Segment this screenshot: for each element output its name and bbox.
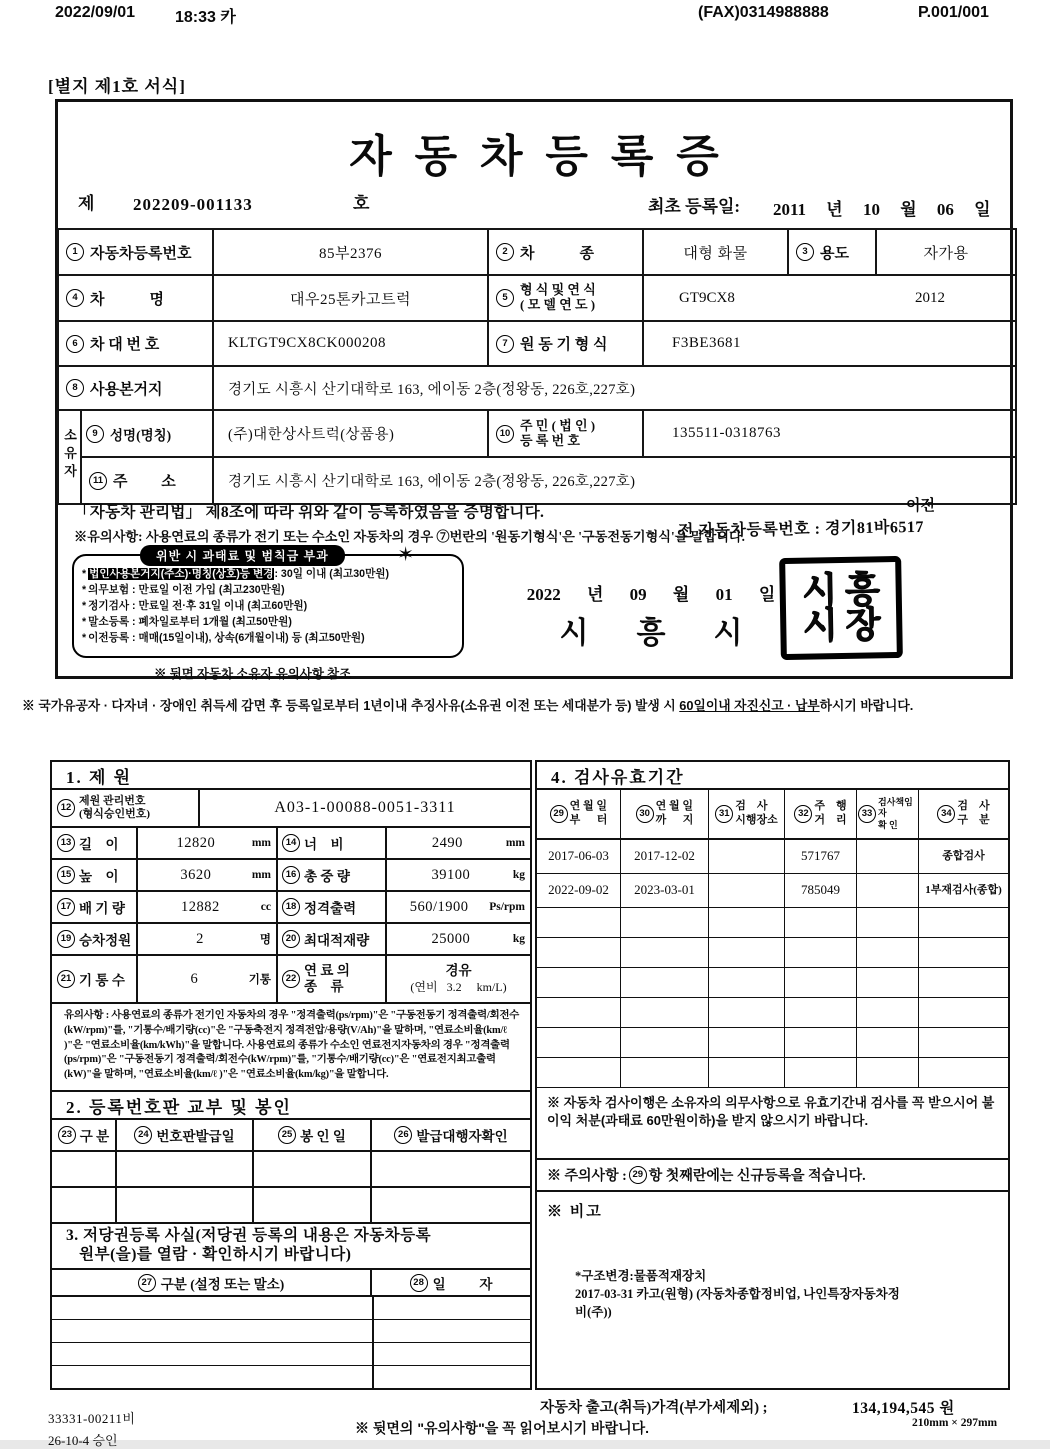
circled-9: 9: [86, 425, 104, 443]
plate-col-type: 23 구 분: [52, 1120, 117, 1150]
plate-empty-row: [52, 1188, 530, 1224]
mortgage-empty-row: [52, 1320, 530, 1343]
back-page-note: ※ 뒷면의 "유의사항"을 꼭 읽어보시기 바랍니다.: [355, 1420, 650, 1436]
circled-29-inline: 29: [629, 1166, 647, 1184]
circled-23: 23: [58, 1126, 76, 1144]
field-model-year-label: 5 형 식 및 연 식 ( 모 델 연 도 ): [488, 275, 643, 321]
circled-19: 19: [57, 930, 75, 948]
mortgage-empty-row: [52, 1343, 530, 1366]
remarks-section: [537, 1192, 1008, 1321]
seal-text-row: 시장: [802, 604, 889, 646]
spec-row-cylinders-fuel: 21 기 통 수 6 기통 22 연 료 의 종 류 경유 (연비 3.2 km/L): [52, 956, 530, 1004]
section2-title: 2. 등록번호판 교부 및 봉인: [52, 1092, 530, 1120]
inspection-obligation-notice: ※ 자동차 검사이행은 소유자의 의무사항으로 유효기간내 검사를 꼭 받으시어 불이익 처분(과태료 60만원이하)을 받지 않으시기 바랍니다.: [537, 1088, 1008, 1160]
inspection-row: 2022-09-02 2023-03-01 785049 1부재검사(종합): [537, 874, 1008, 908]
field-car-name-value: 대우25톤카고트럭: [213, 275, 488, 321]
circled-13: 13: [57, 834, 75, 852]
fax-number: (FAX)0314988888: [698, 4, 829, 21]
doc-no-prefix: 제: [78, 194, 95, 213]
mortgage-empty-row: [52, 1366, 530, 1389]
inspection-empty-row: [537, 968, 1008, 998]
section3-title: 3. 저당권등록 사실(저당권 등록의 내용은 자동차등록 원부(을)를 열람 · 확인하시기 바랍니다): [52, 1224, 530, 1270]
tax-reduction-note: ※ 국가유공자 · 다자녀 · 장애인 취득세 감면 후 등록일로부터 1년이내 추징사유(소유권 이전 또는 세대분가 등) 발생 시 60일이내 자진신고 · 납부하시기 바랍니다.: [22, 698, 914, 713]
inspection-empty-row: [537, 998, 1008, 1028]
form-code-secondary: 26-10-4 승인: [48, 1433, 118, 1448]
penalty-item: * 의무보험 : 만료일 이전 가입 (최고230만원): [82, 584, 285, 597]
fax-header: [0, 4, 1050, 28]
section1-title: 1. 제 원: [52, 762, 530, 790]
circled-33: 33: [858, 805, 876, 823]
inspection-col-category: 34 검 사 구 분: [919, 790, 1008, 838]
circled-16: 16: [282, 866, 300, 884]
inspection-col-mileage: 32 주 행 거 리: [785, 790, 857, 838]
circled-7: 7: [496, 335, 514, 353]
remarks-title: ※ 비고: [547, 1204, 603, 1220]
field-usage-label: 3 용도: [788, 229, 876, 275]
official-seal-stamp: [779, 556, 903, 660]
spec-management-number-row: [52, 790, 530, 828]
field-engine-type-label: 7 원 동 기 형 식: [488, 321, 643, 366]
certificate-box: [55, 99, 1013, 679]
paper-size-note: 210mm × 297mm: [912, 1417, 998, 1429]
first-registration-label: 최초 등록일:: [648, 197, 741, 216]
circled-30: 30: [636, 805, 654, 823]
vehicle-price-label: 자동차 출고(취득)가격(부가세제외) ;: [540, 1400, 768, 1416]
penalty-box: [72, 544, 464, 658]
section4-title: 4. 검사유효기간: [537, 762, 1008, 790]
certificate-title: 자동차등록증: [349, 132, 742, 181]
circled-5: 5: [496, 289, 514, 307]
fax-date: 2022/09/01: [55, 4, 136, 21]
first-registration-date: 2011 년 10 월 06 일: [773, 200, 991, 219]
spec-row-length-width: 13 길 이 12820 mm 14 너 비 2490 mm: [52, 828, 530, 860]
mortgage-col-date: 28 일 자: [372, 1270, 530, 1295]
doc-no-value: 202209-001133: [133, 195, 253, 214]
circled-1: 1: [66, 243, 84, 261]
circled-24: 24: [134, 1126, 152, 1144]
field-owner-id-value: 135511-0318763: [643, 410, 1016, 457]
field-engine-type-value: F3BE3681: [643, 321, 1016, 366]
circled-25: 25: [278, 1126, 296, 1144]
circled-11: 11: [89, 472, 107, 490]
circled-2: 2: [496, 243, 514, 261]
fax-page-count: P.001/001: [918, 4, 989, 21]
penalty-footnote: ※ 뒷면 자동차 소유자 유의사항 참조: [154, 667, 352, 681]
transfer-label: 이전: [906, 498, 935, 514]
circled-17: 17: [57, 898, 75, 916]
field-owner-name-value: (주)대한상사트럭(상품용): [213, 410, 488, 457]
penalty-item: * 법인사용본거지(주소)·명칭(상호)등 변경: 30일 이내 (최고30만원): [82, 568, 390, 580]
spec-row-height-weight: 15 높 이 3620 mm 16 총 중 량 39100 kg: [52, 860, 530, 892]
field-car-type-value: 대형 화물: [643, 229, 788, 275]
circled-29: 29: [550, 805, 568, 823]
field-owner-name-label: 9 성명(명칭): [81, 410, 213, 457]
vehicle-price-value: 134,194,545 원: [852, 1400, 955, 1417]
circled-10: 10: [496, 425, 514, 443]
circled-8: 8: [66, 379, 84, 397]
remarks-body: *구조변경:물품적재장치 2017-03-31 카고(원형) (자동차종합정비업, 나인특장자동차정 비(주)): [575, 1269, 900, 1320]
fuel-type-note: ※유의사항: 사용연료의 종류가 전기 또는 수소인 자동차의 경우 ⑦번란의 '원동기형식'은 '구동전동기형식'을 말합니다.: [74, 529, 745, 544]
circled-3: 3: [796, 243, 814, 261]
field-owner-address-value: 경기도 시흥시 산기대학로 163, 에이동 2층(정왕동, 226호,227호): [213, 457, 1016, 504]
doc-no-suffix: 호: [353, 194, 370, 213]
specifications-box: [50, 760, 532, 1390]
owner-column-label: 소유자: [58, 410, 81, 504]
spec-mgmt-value: A03-1-00088-0051-3311: [274, 799, 456, 816]
inspection-col-to: 30 연 월 일 까 지: [621, 790, 709, 838]
mortgage-col-type: 27 구분 (설정 또는 말소): [52, 1270, 372, 1295]
field-base-location-value: 경기도 시흥시 산기대학로 163, 에이동 2층(정왕동, 226호,227호): [213, 366, 1016, 410]
inspection-table-header: [537, 790, 1008, 840]
circled-32: 32: [794, 805, 812, 823]
circled-14: 14: [282, 834, 300, 852]
star-icon: ✶: [397, 544, 414, 566]
inspection-box: [535, 760, 1010, 1390]
circled-27: 27: [138, 1274, 156, 1292]
penalty-item: * 말소등록 : 폐차일로부터 1개월 (최고50만원): [82, 616, 292, 629]
issue-date: 2022 년 09 월 01 일: [526, 585, 776, 604]
previous-registration-number: 전 자동차등록번호 : 경기81바6517: [677, 518, 925, 541]
field-base-location-label: 8 사용본거지: [58, 366, 213, 410]
field-vin-label: 6 차 대 번 호: [58, 321, 213, 366]
circled-31: 31: [715, 805, 733, 823]
field-reg-no-label: 1 자동차등록번호: [58, 229, 213, 275]
circled-12: 12: [57, 799, 75, 817]
plate-empty-row: [52, 1152, 530, 1188]
field-car-type-label: 2 차 종: [488, 229, 643, 275]
inspection-empty-row: [537, 938, 1008, 968]
mortgage-table-header: [52, 1270, 530, 1297]
field-model-year-value: GT9CX8 2012: [643, 275, 1016, 321]
inspection-row: 2017-06-03 2017-12-02 571767 종합검사: [537, 840, 1008, 874]
plate-table-header: [52, 1120, 530, 1152]
circled-26: 26: [394, 1126, 412, 1144]
field-car-name-label: 4 차 명: [58, 275, 213, 321]
inspection-empty-row: [537, 1058, 1008, 1088]
circled-15: 15: [57, 866, 75, 884]
circled-20: 20: [282, 930, 300, 948]
circled-28: 28: [410, 1274, 428, 1292]
plate-col-seal-date: 25 봉 인 일: [254, 1120, 372, 1150]
plate-col-agent-confirm: 26 발급대행자확인: [372, 1120, 530, 1150]
circled-21: 21: [57, 970, 75, 988]
circled-18: 18: [282, 898, 300, 916]
inspection-col-place: 31 검 사 시행장소: [709, 790, 785, 838]
circled-6: 6: [66, 335, 84, 353]
seal-text-row: 시흥: [801, 569, 888, 612]
field-vin-value: KLTGT9CX8CK000208: [213, 321, 488, 366]
circled-4: 4: [66, 289, 84, 307]
inspection-col-inspector: 33 검사책임자 확 인: [857, 790, 919, 838]
fax-time: 18:33 카: [175, 9, 236, 26]
inspection-col-from: 29 연 월 일 부 터: [537, 790, 621, 838]
mortgage-empty-row: [52, 1297, 530, 1320]
plate-col-issue-date: 24 번호판발급일: [117, 1120, 254, 1150]
certification-statement: 「자동차 관리법」 제8조에 따라 위와 같이 등록하였음을 증명합니다.: [74, 504, 545, 521]
inspection-empty-row: [537, 908, 1008, 938]
form-reference-label: [별지 제1호 서식]: [48, 77, 186, 96]
inspection-caution-note: ※ 주의사항 : 29 항 첫째란에는 신규등록을 적습니다.: [537, 1160, 1008, 1192]
form-code: 33331-00211비: [48, 1411, 136, 1426]
spec-mgmt-label: 12 제원 관리번호 (형식승인번호): [52, 790, 200, 826]
circled-22: 22: [282, 970, 300, 988]
field-reg-no-value: 85부2376: [213, 229, 488, 275]
penalty-header: 위반 시 과태료 및 범칙금 부과: [140, 545, 345, 566]
inspection-empty-row: [537, 1028, 1008, 1058]
field-owner-id-label: 10 주 민 ( 법 인 ) 등 록 번 호: [488, 410, 643, 457]
field-usage-value: 자가용: [876, 229, 1016, 275]
spec-notice-paragraph: 유의사항 : 사용연료의 종류가 전기인 자동차의 경우 "정격출력(ps/rpm)"은 "구동전동기 정격출력/회전수(kW/rpm)"를, "기통수/배기량(cc)"은 "구동축전지 정격전압/용량(V/Ah)"을 말하며, "연료소비율(km/ℓ )"은 "연료소비율(km/kWh)"을 말합니다. 사용연료의 종류가 수소인 연료전지자동차의 경우 "정격출력(ps/rpm)"은 "구동전동기 정격출력/회전수(kW/rpm)"를, "기통수/배기량(cc)"은 "연료전지최고출력(kW)"을 말하며, "연료소비율(km/ℓ )"은 "연료소비율(km/kg)"을 말합니다.: [52, 1004, 530, 1092]
circled-34: 34: [937, 805, 955, 823]
certificate-fields-table: [57, 228, 1017, 505]
penalty-items: [82, 566, 454, 646]
field-owner-address-label: 11 주 소: [81, 457, 213, 504]
spec-row-capacity-payload: 19 승차정원 2 명 20 최대적재량 25000 kg: [52, 924, 530, 956]
issuing-authority: 시흥시: [559, 617, 791, 650]
penalty-item: * 정기검사 : 만료일 전·후 31일 이내 (최고60만원): [82, 600, 308, 613]
spec-row-displacement-power: 17 배 기 량 12882 cc 18 정격출력 560/1900 Ps/rpm: [52, 892, 530, 924]
penalty-item: * 이전등록 : 매매(15일이내), 상속(6개월이내) 등 (최고50만원): [82, 632, 365, 645]
